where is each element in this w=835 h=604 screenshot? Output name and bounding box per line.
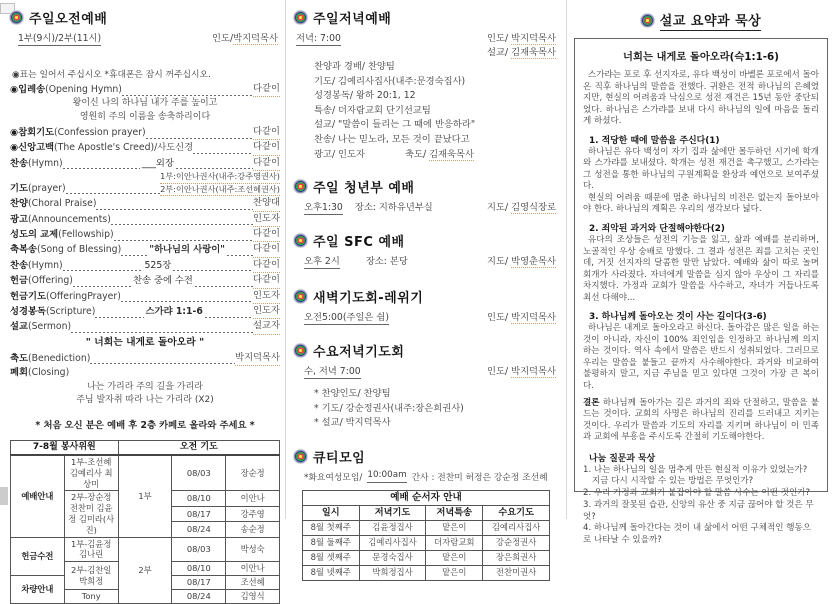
order-item: 성경봉독/ 왕하 20:1, 12 bbox=[314, 90, 416, 102]
order-right: 1부:이안나권사(내주:강주영권사) bbox=[160, 171, 280, 184]
table-row bbox=[302, 565, 549, 580]
leader-label: 인도/ bbox=[487, 312, 509, 324]
order-en: (Song of Blessing) bbox=[36, 244, 122, 256]
date-cell: 08/24 bbox=[172, 589, 226, 603]
order-label: ◉입례송 bbox=[10, 84, 46, 95]
discussion-question-cont: 지금 다시 시작할 수 있는 방법은 무엇인가? bbox=[592, 476, 754, 487]
col-header-evening-prayer: 저녁기도 bbox=[359, 505, 426, 520]
service-time: 1부(9시)/2부(11시) bbox=[18, 30, 101, 46]
order-en: (Offering) bbox=[27, 275, 73, 287]
order-line bbox=[10, 351, 280, 366]
dotted-leader bbox=[146, 131, 253, 140]
closing-song-line: 나는 가리라 주의 길을 가리라 bbox=[87, 381, 203, 392]
sermon-point-3-heading: 3. 하나님께 돌아오는 것이 사는 길이다(3-6) bbox=[589, 312, 767, 323]
discussion-question: 2. 우리 가정과 교회가 붙잡아야 할 말씀 사수는 어떤 것인가? bbox=[583, 488, 811, 499]
service-leader bbox=[212, 30, 278, 44]
discussion-heading: 나눔 질문과 묵상 bbox=[589, 453, 656, 464]
order-line bbox=[10, 156, 280, 171]
order-line bbox=[10, 82, 280, 97]
order-item: * 찬양인도/ 찬양팀 bbox=[314, 388, 391, 400]
order-line bbox=[10, 212, 280, 227]
order-right: 설교자 bbox=[253, 319, 280, 334]
dotted-leader bbox=[195, 279, 253, 288]
target-bullet-icon bbox=[294, 180, 307, 193]
part-cell: 2부 bbox=[118, 537, 172, 603]
name-cell: 장은희권사 bbox=[483, 550, 550, 565]
table-row bbox=[302, 520, 549, 535]
leader-name: 박지덕목사 bbox=[511, 33, 556, 44]
duty-cell: 1부-조선혜 김예리사 최상미 bbox=[64, 455, 118, 491]
sfc-place: 장소: 본당 bbox=[365, 256, 408, 268]
service-assignments-table bbox=[302, 490, 550, 581]
morning-prayer-header: 오전 기도 bbox=[118, 441, 279, 455]
hymn-lyric-line: 왕이신 나의 하나님 내가 주를 높이고 bbox=[72, 98, 218, 109]
order-item-pair bbox=[314, 148, 558, 163]
evening-worship-section bbox=[294, 8, 558, 162]
order-line bbox=[10, 227, 280, 242]
leader-label: 인도/ bbox=[487, 366, 509, 378]
dotted-leader bbox=[111, 218, 253, 227]
week-cell: 8월 둘째주 bbox=[302, 535, 359, 550]
order-item: 찬양과 경배/ 찬양팀 bbox=[314, 61, 395, 72]
date-cell: 08/24 bbox=[172, 522, 226, 537]
dotted-leader bbox=[121, 249, 147, 258]
date-cell: 08/17 bbox=[172, 576, 226, 590]
benediction-name: 김재욱목사 bbox=[429, 148, 474, 160]
morning-worship-header bbox=[10, 8, 280, 27]
other-services-panel bbox=[294, 0, 558, 581]
order-label: 찬송 bbox=[10, 157, 28, 169]
order-label: ◉참회기도 bbox=[10, 127, 55, 138]
order-en: (Sermon) bbox=[27, 321, 72, 333]
leader-label: 인도/ bbox=[487, 33, 509, 44]
qt-info-row bbox=[304, 470, 558, 483]
order-right: 다같이 bbox=[253, 125, 280, 140]
target-bullet-icon bbox=[294, 344, 307, 357]
wednesday-time: 수, 저녁 7:00 bbox=[304, 363, 361, 379]
order-right: 인도자 bbox=[253, 212, 280, 227]
order-label: 헌금 bbox=[10, 275, 28, 287]
evening-preacher bbox=[487, 44, 556, 58]
order-center: "하나님의 사랑이" bbox=[149, 244, 226, 256]
volunteer-header: 7-8월 봉사위원 bbox=[11, 441, 119, 455]
sermon-summary-header bbox=[574, 10, 828, 31]
order-en: (Hymn) bbox=[27, 259, 63, 271]
order-center: ___외장 bbox=[141, 157, 174, 169]
name-cell: 송순정 bbox=[226, 522, 280, 537]
qt-meeting-header bbox=[294, 447, 558, 466]
discussion-question: 1. 나는 하나님의 일을 멈추게 만든 현실적 이유가 있었는가? bbox=[583, 464, 808, 475]
order-item: 설교/ "말씀이 들리는 그 때에 반응하라" bbox=[314, 119, 476, 131]
order-right: 다같이 bbox=[253, 227, 280, 242]
order-en: (Opening Hymn) bbox=[45, 84, 122, 95]
table-row bbox=[302, 550, 549, 565]
sfc-worship-header bbox=[294, 231, 558, 250]
dotted-leader bbox=[173, 264, 253, 273]
dawn-leader bbox=[487, 309, 556, 323]
role-cell: 차량안내 bbox=[11, 576, 65, 604]
duty-cell: 1부-김윤정 김나린 bbox=[64, 537, 118, 562]
sermon-point-1-application: 현실의 어려움 때문에 멈춘 하나님의 비전은 없는지 돌아보아야 한다. 하나님의 계획은 우리의 생각보다 넓다. bbox=[583, 192, 819, 215]
order-line bbox=[10, 273, 280, 288]
benediction-item bbox=[405, 148, 474, 163]
dawn-prayer-title: 새벽기도회-레위기 bbox=[313, 291, 424, 307]
sfc-time: 오후 2시 bbox=[304, 253, 340, 269]
youth-worship-section bbox=[294, 177, 558, 215]
name-cell: 이안나 bbox=[226, 491, 280, 506]
name-cell: 전찬미권사 bbox=[483, 565, 550, 580]
order-of-worship bbox=[10, 82, 280, 431]
order-line bbox=[10, 289, 280, 304]
wednesday-leader bbox=[487, 363, 556, 377]
role-cell: 헌금수전 bbox=[11, 537, 65, 575]
sermon-summary-title: 설교 요약과 묵상 bbox=[660, 10, 761, 31]
dawn-time: 오전5:00(주일은 쉼) bbox=[304, 309, 389, 325]
role-cell: 예배안내 bbox=[11, 455, 65, 537]
target-bullet-icon bbox=[294, 290, 307, 303]
sermon-title-line: " 너희는 내게로 돌아오라 " bbox=[85, 336, 205, 348]
sermon-point-3-text: 하나님은 내게로 돌아오라고 하신다. 돌아감은 많은 일을 하는 것이 아니라, 자신이 100% 죄인임을 인정하고 하나님께 의지하는 것이다. 역사 속에서 말씀은 반드시 성취되었다. 그러므로 우리는 말씀을 붙들고 끝까지 사수해야한다. 과거와 비교하여 불평하지 말고, 지금 주님을 믿고 있다면 그것이 가장 큰 복이다. bbox=[583, 323, 819, 392]
order-item: 기도/ 김예리사집사(내주:문경숙집사) bbox=[314, 75, 466, 87]
leader-label: 인도/ bbox=[211, 33, 234, 44]
discussion-question: 4. 하나님께 돌아간다는 것이 내 삶에서 어떤 구체적인 행동으로 나타날 수 있을까? bbox=[583, 523, 812, 545]
order-line bbox=[10, 140, 280, 155]
youth-worship-header bbox=[294, 177, 558, 196]
sermon-conclusion bbox=[583, 398, 819, 444]
order-right: 다같이 bbox=[253, 258, 280, 273]
dotted-leader bbox=[71, 326, 253, 335]
order-right-group bbox=[160, 171, 280, 196]
evening-leader bbox=[487, 30, 556, 44]
order-center: 찬송 중에 수전 bbox=[133, 275, 193, 287]
discussion-question: 3. 과거의 잘못된 습관, 신앙의 유산 중 지금 끊어야 할 것은 무엇? bbox=[583, 499, 814, 522]
order-right: 다같이 bbox=[253, 140, 280, 155]
leader-label: 지도/ bbox=[487, 202, 509, 214]
sermon-summary-panel bbox=[574, 0, 828, 545]
announcements-item: 광고/ 인도자 bbox=[314, 148, 365, 160]
name-cell: 맡은이 bbox=[426, 550, 483, 565]
preacher-label: 설교/ bbox=[487, 47, 509, 58]
qt-meeting-section bbox=[294, 447, 558, 581]
week-cell: 8월 셋째주 bbox=[302, 550, 359, 565]
order-en: (Closing) bbox=[27, 367, 70, 379]
leader-name: 김영식장로 bbox=[511, 202, 556, 214]
wednesday-prayer-header bbox=[294, 341, 558, 360]
order-line bbox=[10, 196, 280, 211]
sermon-point-1-heading: 1. 적당한 때에 말씀을 주신다(1) bbox=[589, 135, 720, 146]
name-cell: 김예리사집사 bbox=[359, 535, 426, 550]
leader-label: 지도/ bbox=[487, 256, 509, 268]
order-en: (Hymn) bbox=[27, 157, 63, 169]
dotted-leader bbox=[90, 357, 235, 366]
col-header-wed-prayer: 수요기도 bbox=[483, 505, 550, 520]
newcomer-note: * 처음 오신 분은 예배 후 2층 카페로 올라와 주세요 * bbox=[35, 420, 255, 432]
order-label: 축도 bbox=[10, 352, 28, 364]
name-cell: 강주영 bbox=[226, 506, 280, 521]
order-line bbox=[10, 242, 280, 257]
leader-name: 박영춘목사 bbox=[511, 256, 556, 268]
order-en: (Announcements) bbox=[27, 213, 111, 225]
date-cell: 08/10 bbox=[172, 562, 226, 576]
order-line bbox=[10, 319, 280, 334]
leader-name: 박지덕목사 bbox=[233, 33, 278, 44]
duty-cell: 2부-장순정 전찬미 김윤정 김미라(사진) bbox=[64, 491, 118, 537]
dotted-leader bbox=[114, 233, 253, 242]
conclusion-text: 하나님께 돌아가는 길은 과거의 죄와 단절하고, 말씀을 붙드는 것이다. 교회의 사명은 하나님의 진리를 드러내고 지키는 것이다. 우리가 말씀과 기도의 자리를 지키며 하나님이 이 민족과 교회에 부흥을 주시도록 간절히 기도해야한다. bbox=[583, 397, 819, 443]
sfc-worship-title: 주일 SFC 예배 bbox=[313, 235, 405, 251]
dotted-leader bbox=[63, 264, 143, 273]
name-cell: 장순정 bbox=[226, 455, 280, 491]
sermon-point-2-text: 유다의 조상들은 성전의 기능을 잃고, 삶과 예배를 분리하며, 노골적인 우상 숭배로 망했다. 그 결과 성전은 죄를 고치는 곳인데, 거짓 선지자의 달콤한 말만 남았다. 예배와 삶이 따로 놀며 회개가 사라졌다. 자녀에게 말씀을 심지 않아 우상이 그 자리를 차지했다. 가정과 교회가 말씀을 사수하고, 자녀가 거듭나도록 최선 다해야... bbox=[583, 235, 819, 303]
name-cell: 김영식 bbox=[226, 589, 280, 603]
order-label: 광고 bbox=[10, 213, 28, 225]
target-bullet-icon bbox=[10, 11, 23, 24]
evening-leaders bbox=[487, 30, 556, 58]
name-cell: 문경숙집사 bbox=[359, 550, 426, 565]
column-divider-right bbox=[566, 0, 567, 519]
order-line bbox=[10, 171, 280, 196]
qt-time: 10:00am bbox=[367, 470, 406, 483]
date-cell: 08/10 bbox=[172, 491, 226, 506]
dotted-leader bbox=[63, 162, 140, 171]
evening-worship-header bbox=[294, 8, 558, 27]
qt-group-label: *화요여성모임/ bbox=[304, 472, 363, 483]
dotted-leader bbox=[205, 310, 253, 319]
wednesday-info-row bbox=[304, 363, 556, 379]
qt-staff: 간사 : 전찬미 허정은 강순정 조선혜 bbox=[411, 472, 548, 483]
week-cell: 8월 첫째주 bbox=[302, 520, 359, 535]
sfc-worship-section bbox=[294, 231, 558, 269]
evening-order-list bbox=[314, 60, 558, 162]
date-cell: 08/03 bbox=[172, 537, 226, 562]
order-label: 축복송 bbox=[10, 244, 37, 256]
order-right: 박지덕목사 bbox=[235, 351, 280, 366]
order-right: 다같이 bbox=[253, 82, 280, 97]
preacher-name: 김재욱목사 bbox=[511, 47, 556, 58]
name-cell: 맡은이 bbox=[426, 565, 483, 580]
dawn-info-row bbox=[304, 309, 556, 325]
sfc-leader bbox=[487, 253, 556, 267]
youth-time: 오후1:30 bbox=[304, 199, 343, 215]
week-cell: 8월 넷째주 bbox=[302, 565, 359, 580]
order-line bbox=[10, 125, 280, 140]
order-right: 다같이 bbox=[253, 156, 280, 171]
order-line bbox=[10, 366, 280, 380]
wednesday-prayer-section bbox=[294, 341, 558, 431]
order-en: (Scripture) bbox=[45, 306, 96, 318]
table-header-row bbox=[11, 441, 280, 455]
col-header-special-song: 저녁특송 bbox=[426, 505, 483, 520]
order-item: 특송/ 더자람교회 단기선교팀 bbox=[314, 104, 431, 116]
order-item: 찬송/ 나는 믿노라, 모든 것이 끝났다고 bbox=[314, 133, 470, 145]
table-row bbox=[11, 537, 280, 562]
leader-name: 박지덕목사 bbox=[511, 312, 556, 324]
order-item: * 기도/ 강순정권사(내주:장은희권사) bbox=[314, 402, 464, 414]
morning-worship-subheader bbox=[18, 30, 278, 46]
order-label: 성도의 교제 bbox=[10, 229, 59, 241]
order-label: 성경봉독 bbox=[10, 306, 46, 318]
order-line bbox=[10, 258, 280, 273]
scan-artifact-bottom bbox=[0, 487, 8, 505]
name-cell: 강순정권사 bbox=[483, 535, 550, 550]
evening-time: 저녁: 7:00 bbox=[296, 30, 341, 46]
order-en: (OfferingPrayer) bbox=[45, 290, 121, 302]
hymn-lyric-line: 영원히 주의 이름을 송축하리이다 bbox=[79, 112, 211, 123]
dotted-leader bbox=[73, 279, 131, 288]
sermon-point-2-heading: 2. 죄악된 과거와 단절해야한다(2) bbox=[589, 224, 725, 235]
table-header-row bbox=[302, 505, 549, 520]
sermon-summary-box bbox=[574, 38, 828, 545]
youth-info-row bbox=[304, 199, 556, 215]
target-bullet-icon bbox=[641, 14, 654, 27]
order-en: (The Apostle's Creed)/사도신경 bbox=[54, 142, 194, 154]
table-row bbox=[11, 455, 280, 491]
sermon-point-1-text: 하나님은 유다 백성이 자기 집과 삶에만 몰두하던 시기에 학개와 스가랴를 보내셨다. 학개는 성전 재건을 촉구했고, 스가랴는 그 성전을 통한 하나님의 구원계획을 환상과 예언으로 보여주셨다. bbox=[583, 146, 819, 192]
target-bullet-icon bbox=[294, 450, 307, 463]
morning-worship-panel bbox=[10, 0, 280, 604]
qt-meeting-title: 큐티모임 bbox=[313, 450, 366, 466]
part-cell: 1부 bbox=[118, 455, 172, 537]
column-divider-left bbox=[285, 0, 286, 519]
table-row bbox=[302, 535, 549, 550]
benediction-label: 축도/ bbox=[405, 148, 427, 160]
name-cell: 더자람교회 bbox=[426, 535, 483, 550]
col-header-date: 일시 bbox=[302, 505, 359, 520]
wednesday-prayer-title: 수요저녁기도회 bbox=[313, 345, 405, 361]
order-item: * 설교/ 박지덕목사 bbox=[314, 417, 391, 429]
target-bullet-icon bbox=[294, 11, 307, 24]
date-cell: 08/17 bbox=[172, 506, 226, 521]
volunteer-table bbox=[10, 440, 280, 603]
sfc-info-row bbox=[304, 253, 556, 269]
wednesday-order-list bbox=[314, 387, 558, 431]
order-en: (Confession prayer) bbox=[54, 127, 146, 138]
evening-subheader bbox=[296, 30, 556, 58]
order-en: (Choral Praise) bbox=[27, 198, 97, 210]
order-right: 찬양대 bbox=[253, 196, 280, 211]
date-cell: 08/03 bbox=[172, 455, 226, 491]
conclusion-label: 결론 bbox=[583, 397, 600, 408]
dotted-leader bbox=[122, 88, 253, 97]
dotted-leader bbox=[95, 310, 143, 319]
order-right: 인도자 bbox=[253, 304, 280, 319]
order-label: 설교 bbox=[10, 321, 28, 333]
dotted-leader bbox=[66, 187, 160, 196]
name-cell: 박성숙 bbox=[226, 537, 280, 562]
youth-worship-title: 주일 청년부 예배 bbox=[313, 181, 415, 197]
dotted-leader bbox=[121, 295, 253, 304]
name-cell: 이안나 bbox=[226, 562, 280, 576]
leader-name: 박지덕목사 bbox=[511, 366, 556, 378]
order-right-2: 2부:이안나권사(내주:조선혜권사) bbox=[160, 184, 280, 197]
sermon-box-title: 너희는 내게로 돌아오라(슥1:1-6) bbox=[623, 51, 779, 63]
youth-place: 장소: 지하유년부실 bbox=[354, 202, 433, 214]
name-cell: 조선혜 bbox=[226, 576, 280, 590]
dawn-prayer-header bbox=[294, 287, 558, 306]
order-label: 찬송 bbox=[10, 259, 28, 271]
dotted-leader bbox=[176, 162, 253, 171]
dotted-leader bbox=[193, 147, 253, 156]
name-cell: 박희정집사 bbox=[359, 565, 426, 580]
target-bullet-icon bbox=[294, 234, 307, 247]
order-line bbox=[10, 304, 280, 319]
morning-worship-title: 주일오전예배 bbox=[29, 12, 108, 27]
youth-leader bbox=[487, 199, 556, 213]
order-en: (Benediction) bbox=[27, 352, 91, 364]
order-label: ◉신앙고백 bbox=[10, 142, 55, 154]
dawn-prayer-section bbox=[294, 287, 558, 325]
dotted-leader bbox=[96, 202, 253, 211]
sermon-intro: 스가랴는 포로 후 선지자로, 유다 백성이 바벨론 포로에서 돌아온 직후 하나님의 말씀을 전했다. 귀환은 전적 하나님의 은혜였지만, 현실의 어려움과 낙심으로 성전 재건은 15년 동안 중단되었다. 하나님은 스가랴를 보내 다시 하나님의 일에 마음을 돌리게 하셨다. bbox=[583, 70, 819, 127]
name-cell: 김예리사집사 bbox=[483, 520, 550, 535]
order-right: 다같이 bbox=[253, 273, 280, 288]
order-label: 헌금기도 bbox=[10, 290, 46, 302]
dotted-leader bbox=[227, 249, 253, 258]
order-en: (prayer) bbox=[27, 182, 66, 194]
duty-cell: Tony bbox=[64, 589, 118, 603]
order-center: 스가랴 1:1-6 bbox=[145, 306, 203, 318]
assignments-table-title: 예배 순서자 안내 bbox=[302, 490, 549, 505]
order-label: 기도 bbox=[10, 182, 28, 194]
name-cell: 김윤정집사 bbox=[359, 520, 426, 535]
table-title-row bbox=[302, 490, 549, 505]
order-en: (Fellowship) bbox=[58, 229, 114, 241]
worship-notice: ◉표는 일어서 주십시오 *휴대폰은 잠시 꺼주십시오. bbox=[12, 70, 211, 80]
duty-cell: 2부-김찬일 박희정 bbox=[64, 562, 118, 590]
order-center: 525장 bbox=[144, 259, 172, 271]
name-cell: 맡은이 bbox=[426, 520, 483, 535]
order-right: 인도자 bbox=[253, 289, 280, 304]
order-right: 다같이 bbox=[253, 242, 280, 257]
order-label: 찬양 bbox=[10, 198, 28, 210]
evening-worship-title: 주일저녁예배 bbox=[313, 12, 392, 27]
order-label: 폐회 bbox=[10, 367, 28, 379]
closing-song-line: 주님 발자취 따라 나는 가리라 (X2) bbox=[76, 395, 214, 406]
